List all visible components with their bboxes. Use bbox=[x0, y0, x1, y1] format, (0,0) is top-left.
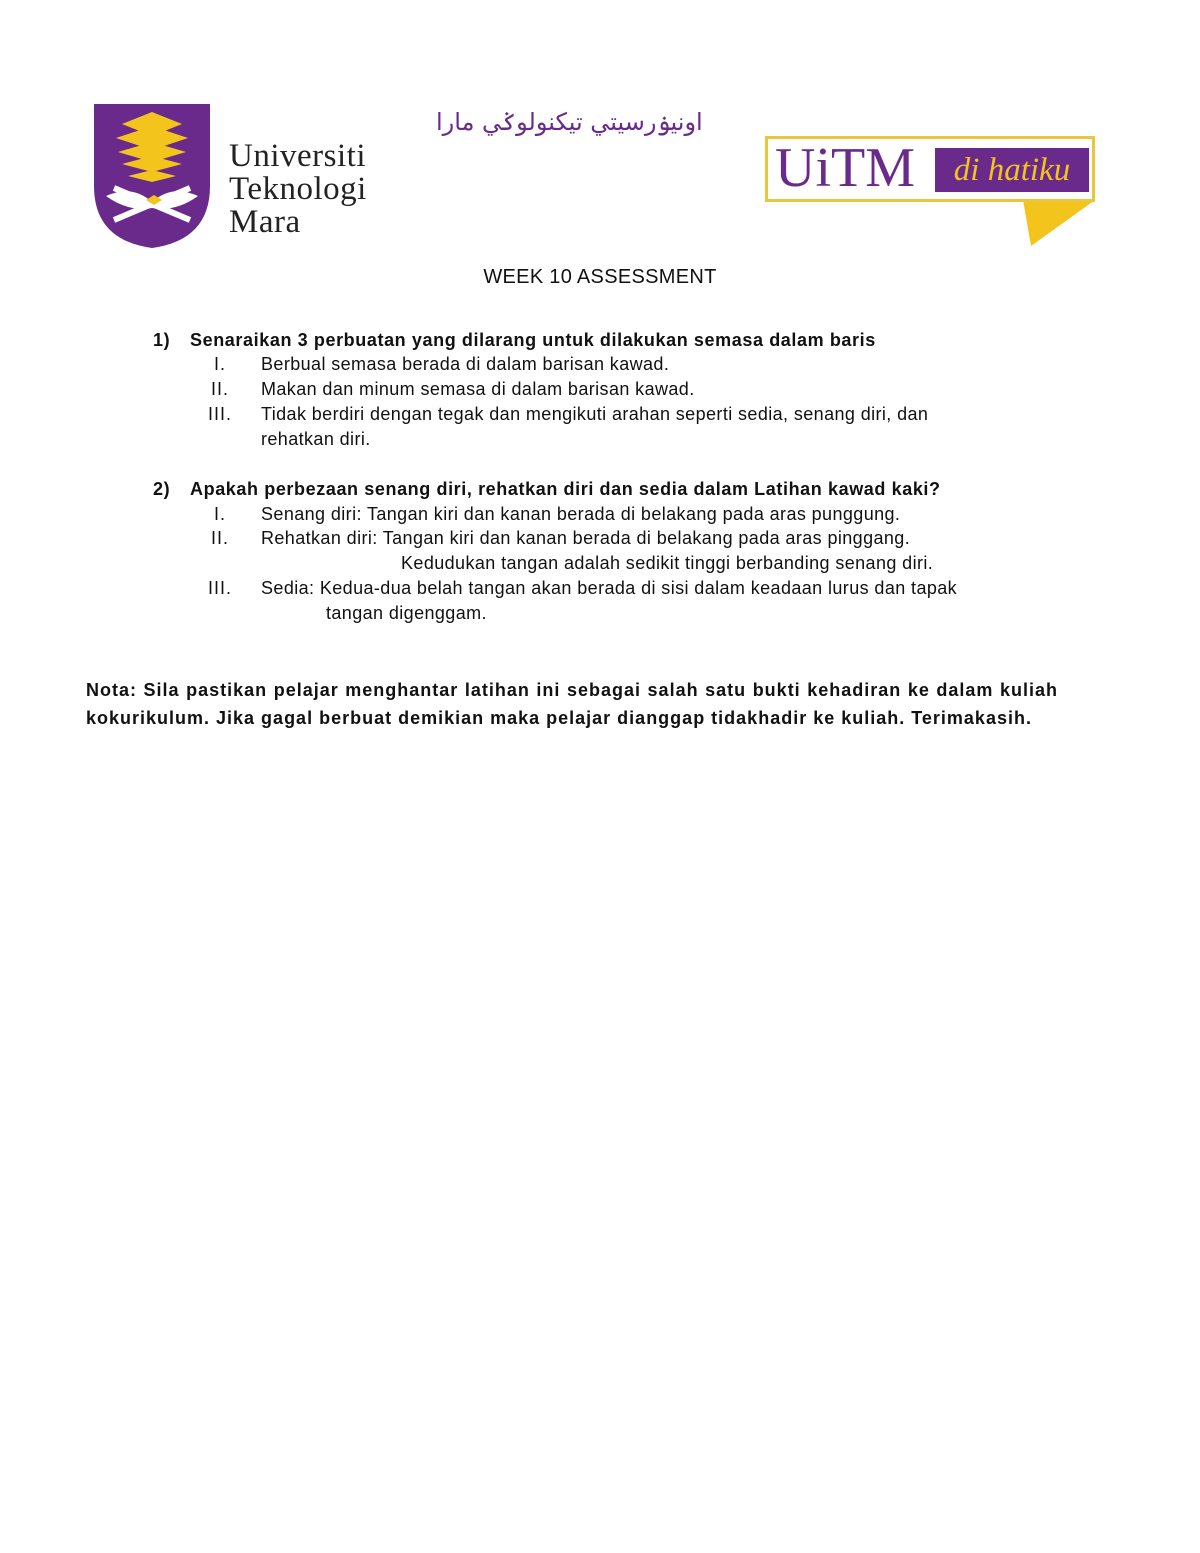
answer-roman: II. bbox=[210, 379, 229, 399]
slogan-brand: UiTM bbox=[775, 137, 915, 199]
answer-text: Berbual semasa berada di dalam barisan kawad. bbox=[261, 354, 670, 374]
answer-text-continued: Kedudukan tangan adalah sedikit tinggi berbanding senang diri. bbox=[401, 553, 934, 573]
slogan-tagline: di hatiku bbox=[935, 148, 1089, 192]
answer-roman: III. bbox=[207, 404, 232, 424]
university-name bbox=[229, 140, 367, 239]
answer-roman: I. bbox=[213, 354, 226, 374]
answer-text: Makan dan minum semasa di dalam barisan kawad. bbox=[261, 379, 695, 399]
university-crest-icon bbox=[92, 100, 212, 250]
answer-roman: I. bbox=[213, 504, 226, 524]
answer-text: Rehatkan diri: Tangan kiri dan kanan berada di belakang pada aras pinggang. bbox=[261, 528, 911, 548]
answer-roman: III. bbox=[207, 578, 232, 598]
jawi-text: اونيۏرسيتي تيكنولوݢي مارا bbox=[436, 108, 703, 136]
answer-roman: II. bbox=[210, 528, 229, 548]
university-name-line-3: Mara bbox=[229, 204, 301, 240]
answer-text: Tidak berdiri dengan tegak dan mengikuti arahan seperti sedia, senang diri, dan bbox=[261, 404, 929, 424]
university-logo bbox=[92, 100, 703, 250]
answer-text: Senang diri: Tangan kiri dan kanan berada di belakang pada aras punggung. bbox=[261, 504, 901, 524]
question-text: Senaraikan 3 perbuatan yang dilarang untuk dilakukan semasa dalam baris bbox=[190, 330, 876, 350]
question-1 bbox=[153, 330, 876, 351]
page-title: WEEK 10 ASSESSMENT bbox=[483, 266, 717, 288]
note-paragraph: Nota: Sila pastikan pelajar menghantar latihan ini sebagai salah satu bukti kehadiran ke dalam kuliah kokurikulum. Jika gagal berbuat demikian maka pelajar dianggap tidakhadir ke kuliah. Terimakasih. bbox=[86, 680, 1058, 728]
jawi-name bbox=[228, 102, 703, 140]
question-2 bbox=[153, 479, 941, 500]
university-name-line-2: Teknologi bbox=[229, 171, 367, 207]
answer-text-continued: rehatkan diri. bbox=[261, 429, 371, 449]
question-text: Apakah perbezaan senang diri, rehatkan diri dan sedia dalam Latihan kawad kaki? bbox=[190, 479, 941, 499]
slogan-logo bbox=[765, 136, 1103, 250]
university-name-line-1: Universiti bbox=[229, 138, 366, 174]
question-number: 2) bbox=[153, 479, 171, 499]
speech-tail-icon bbox=[1023, 200, 1103, 250]
answer-text-continued: tangan digenggam. bbox=[326, 603, 487, 623]
question-number: 1) bbox=[153, 330, 171, 350]
answer-text: Sedia: Kedua-dua belah tangan akan berada di sisi dalam keadaan lurus dan tapak bbox=[261, 578, 958, 598]
